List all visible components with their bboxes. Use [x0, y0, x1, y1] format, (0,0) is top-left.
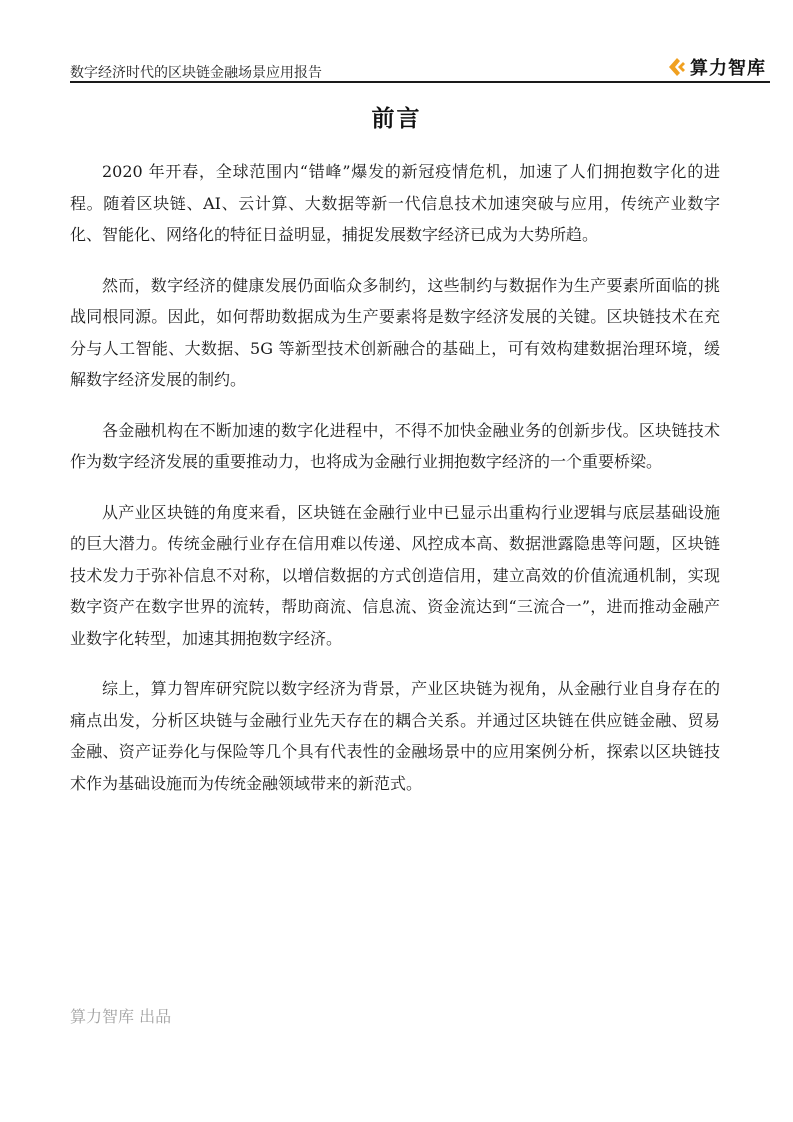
- page-header: [70, 52, 770, 84]
- preface-body: [70, 156, 720, 818]
- paragraph: 各金融机构在不断加速的数字化进程中，不得不加快金融业务的创新步伐。区块链技术作为数字经济发展的重要推动力，也将成为金融行业拥抱数字经济的一个重要桥梁。: [70, 420, 720, 471]
- header-divider: [70, 81, 770, 83]
- paragraph: 从产业区块链的角度来看，区块链在金融行业中已显示出重构行业逻辑与底层基础设施的巨大潜力。传统金融行业存在信用难以传递、风控成本高、数据泄露隐患等问题，区块链技术发力于弥补信息不对称，以增信数据的方式创造信用，建立高效的价值流通机制，实现数字资产在数字世界的流转，帮助商流、信息流、资金流达到“三流合一”，进而推动金融产业数字化转型，加速其拥抱数字经济。: [70, 502, 720, 648]
- chevron-logo-icon: [666, 57, 686, 77]
- paragraph: 综上，算力智库研究院以数字经济为背景，产业区块链为视角，从金融行业自身存在的痛点出发，分析区块链与金融行业先天存在的耦合关系。并通过区块链在供应链金融、贸易金融、资产证券化与保险等几个具有代表性的金融场景中的应用案例分析，探索以区块链技术作为基础设施而为传统金融领域带来的新范式。: [70, 679, 720, 793]
- paragraph: 2020 年开春，全球范围内“错峰”爆发的新冠疫情危机，加速了人们拥抱数字化的进程。随着区块链、AI、云计算、大数据等新一代信息技术加速突破与应用，传统产业数字化、智能化、网络化的特征日益明显，捕捉发展数字经济已成为大势所趋。: [70, 162, 720, 244]
- publisher-note: 算力智库 出品: [70, 1007, 172, 1026]
- brand-logo: [666, 54, 766, 80]
- report-title: 数字经济时代的区块链金融场景应用报告: [70, 65, 322, 81]
- brand-name: 算力智库: [690, 58, 766, 79]
- paragraph: 然而，数字经济的健康发展仍面临众多制约，这些制约与数据作为生产要素所面临的挑战同根同源。因此，如何帮助数据成为生产要素将是数字经济发展的关键。区块链技术在充分与人工智能、大数据、5G 等新型技术创新融合的基础上，可有效构建数据治理环境，缓解数字经济发展的制约。: [70, 275, 720, 389]
- page-title: 前言: [371, 106, 422, 132]
